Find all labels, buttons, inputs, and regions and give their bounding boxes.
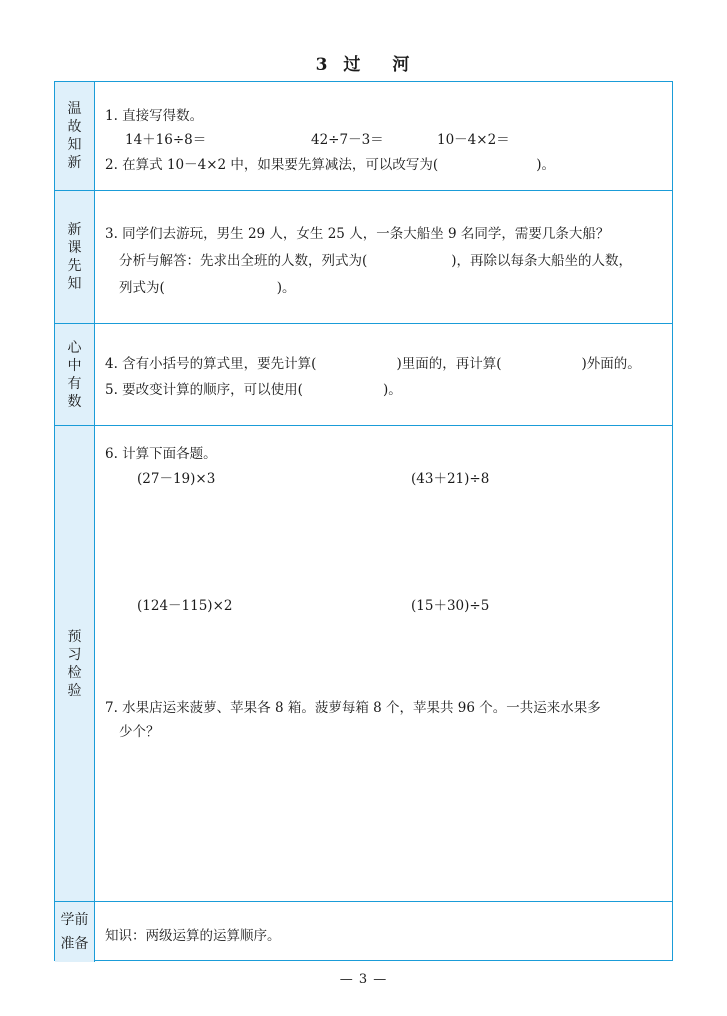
q1-item-3: 10－4×2＝ [437, 132, 510, 148]
q1-item-2: 42÷7－3＝ [311, 132, 384, 148]
section-preview-content [95, 191, 672, 323]
question-7-line-1: 7. 水果店运来菠萝、苹果各 8 箱。菠萝每箱 8 个，苹果共 96 个。一共运来水果多 [105, 700, 601, 716]
section-heart-label: 心中有数 [67, 339, 82, 410]
question-5-suffix: )。 [382, 382, 402, 398]
question-3: 3. 同学们去游玩，男生 29 人，女生 25 人，一条大船坐 9 名同学，需要几条大船？ [105, 226, 610, 242]
section-heart-content [95, 324, 672, 425]
question-4-prefix: 4. 含有小括号的算式里，要先计算( [105, 356, 317, 372]
q6-item-1: (27－19)×3 [137, 471, 216, 487]
lesson-number: 3 [315, 55, 330, 75]
question-5 [105, 378, 402, 398]
section-check-label: 预习检验 [67, 628, 82, 699]
question-1: 1. 直接写得数。 [105, 108, 204, 124]
prep-text: 知识：两级运算的运算顺序。 [105, 928, 281, 944]
analysis2-suffix: )。 [276, 280, 296, 296]
section-prep-sidebar [55, 902, 95, 962]
section-preview-sidebar [55, 191, 95, 323]
page-number: — 3 — [339, 972, 388, 987]
title-char-1: 过 [343, 55, 363, 75]
question-2-suffix: )。 [536, 157, 555, 173]
q6-item-3: (124－115)×2 [137, 598, 233, 614]
section-preview [55, 191, 672, 324]
question-2 [105, 153, 555, 173]
q6-item-4: (15＋30)÷5 [411, 598, 490, 614]
question-6: 6. 计算下面各题。 [105, 446, 217, 462]
section-review-label: 温故知新 [67, 101, 82, 171]
section-check [55, 426, 672, 902]
analysis2-prefix: 列式为( [119, 280, 165, 296]
question-3-analysis [119, 249, 632, 269]
question-3-analysis-2 [119, 276, 296, 296]
worksheet-table [54, 81, 673, 961]
question-4 [105, 352, 641, 372]
question-4-suffix: )外面的。 [581, 356, 641, 372]
section-heart-sidebar [55, 324, 95, 425]
section-prep [55, 902, 672, 962]
question-7-line-2: 少个？ [119, 724, 160, 740]
page-title [0, 50, 727, 75]
section-heart [55, 324, 672, 426]
section-review-sidebar [55, 82, 95, 190]
analysis-prefix: 分析与解答：先求出全班的人数，列式为( [119, 253, 368, 269]
section-review-content [95, 82, 672, 190]
q6-item-2: (43＋21)÷8 [411, 471, 490, 487]
title-char-2: 河 [392, 55, 412, 75]
section-prep-label: 学前准备 [60, 912, 89, 952]
analysis-mid: )，再除以每条大船坐的人数， [451, 253, 633, 269]
section-preview-label: 新课先知 [67, 222, 82, 292]
section-prep-content [95, 902, 672, 962]
section-check-sidebar [55, 426, 95, 901]
section-review [55, 82, 672, 191]
question-5-prefix: 5. 要改变计算的顺序，可以使用( [105, 382, 303, 398]
section-check-content [95, 426, 672, 901]
question-4-mid: )里面的，再计算( [396, 356, 502, 372]
question-2-prefix: 2. 在算式 10－4×2 中，如果要先算减法，可以改写为( [105, 157, 439, 173]
q1-item-1: 14＋16÷8＝ [125, 132, 207, 148]
